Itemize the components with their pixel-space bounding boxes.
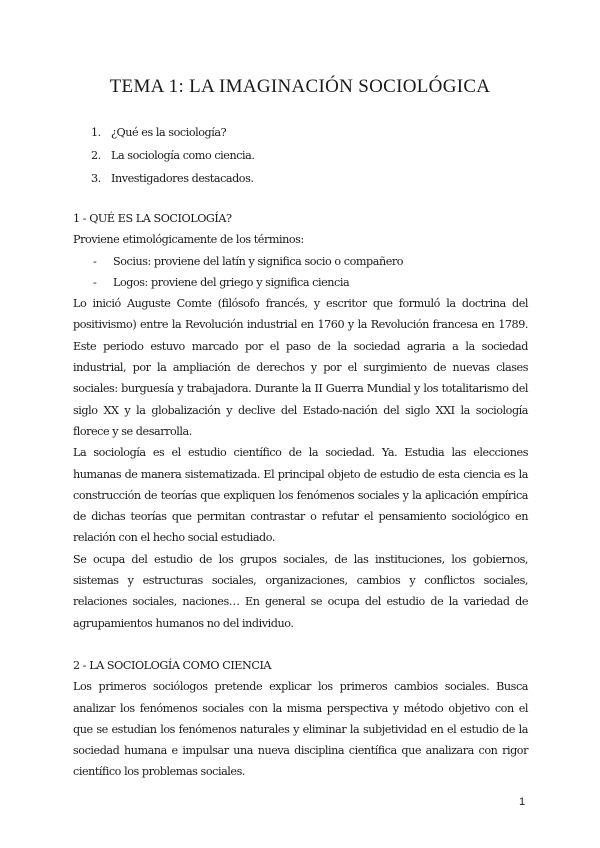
bullet-dash: -: [93, 254, 97, 268]
section-1-intro: Proviene etimológicamente de los términos:: [73, 233, 304, 247]
toc-item-text: ¿Qué es la sociología?: [111, 126, 227, 139]
toc-item-number: 1.: [91, 126, 101, 139]
paragraph: La sociología es el estudio científico de la sociedad. Ya. Estudia las elecciones humanas de manera sistematizada. El principal objeto de estudio de esta ciencia es la construcción de teorías que expliquen los fenómenos sociales y la aplicación empírica de dichas teorías que permitan contrastar o refutar el pensamiento sociológico en relación con el hecho social estudiado.: [73, 446, 528, 545]
section-heading-1: 1 - QUÉ ES LA SOCIOLOGÍA?: [73, 212, 232, 225]
list-item: [73, 272, 528, 293]
table-of-contents: [91, 125, 254, 194]
etymology-list: [73, 251, 528, 294]
section-heading-2: 2 - LA SOCIOLOGÍA COMO CIENCIA: [73, 658, 272, 672]
list-item-text: Logos: proviene del griego y significa ciencia: [113, 275, 350, 289]
list-item-text: Socius: proviene del latín y significa socio o compañero: [113, 254, 404, 268]
paragraph: Los primeros sociólogos pretende explicar los primeros cambios sociales. Busca analizar los fenómenos sociales con la misma perspectiva y método objetivo con el que se estudian los fenómenos naturales y eliminar la subjetividad en el estudio de la sociedad humana e impulsar una nueva disciplina científica que analizara con rigor científico los problemas sociales.: [73, 680, 528, 779]
toc-item-number: 3.: [91, 172, 101, 185]
toc-item-text: La sociología como ciencia.: [111, 149, 255, 162]
toc-item-text: Investigadores destacados.: [111, 172, 254, 185]
toc-item: [91, 171, 254, 194]
document-title: TEMA 1: LA IMAGINACIÓN SOCIOLÓGICA: [109, 76, 491, 97]
paragraph: Lo inició Auguste Comte (filósofo francés, y escritor que formuló la doctrina del positivismo) entre la Revolución industrial en 1760 y la Revolución francesa en 1789. Este periodo estuvo marcado por el paso de la sociedad agraria a la sociedad industrial, por la ampliación de derechos y por el surgimiento de nuevas clases sociales: burguesía y trabajadora. Durante la II Guerra Mundial y los totalitarismo del siglo XX y la globalización y declive del Estado-nación del siglo XXI la sociología florece y se desarrolla.: [73, 297, 528, 438]
paragraph: Se ocupa del estudio de los grupos sociales, de las instituciones, los gobiernos, sistemas y estructuras sociales, organizaciones, cambios y conflictos sociales, relaciones sociales, naciones… En general se ocupa del estudio de la variedad de agrupamientos humanos no del individuo.: [73, 552, 528, 630]
page-number: 1: [519, 796, 526, 808]
document-body: [73, 208, 528, 783]
list-item: [73, 251, 528, 272]
toc-item: [91, 148, 254, 171]
bullet-dash: -: [93, 275, 97, 289]
toc-item-number: 2.: [91, 149, 101, 162]
toc-item: [91, 125, 254, 148]
section-spacer: [73, 634, 528, 655]
